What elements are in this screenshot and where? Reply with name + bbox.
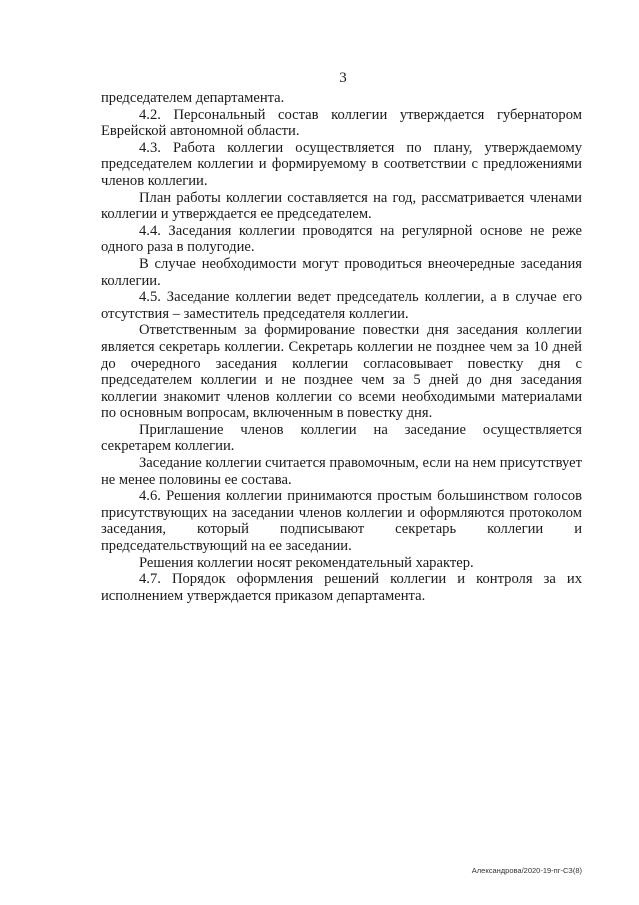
paragraph-work-plan: План работы коллегии составляется на год, рассматривается членами коллегии и утверждается ее председателем. xyxy=(101,189,582,223)
paragraph-invitation: Приглашение членов коллегии на заседание осуществляется секретарем коллегии. xyxy=(101,421,582,455)
paragraph-4-2: 4.2. Персональный состав коллегии утверждается губернатором Еврейской автономной области. xyxy=(101,106,582,140)
footer-document-code: Александрова/2020-19-пг-СЗ(8) xyxy=(471,866,582,875)
paragraph-4-4: 4.4. Заседания коллегии проводятся на регулярной основе не реже одного раза в полугодие. xyxy=(101,222,582,256)
paragraph-quorum: Заседание коллегии считается правомочным, если на нем присутствует не менее половины ее состава. xyxy=(101,455,582,488)
paragraph-4-3: 4.3. Работа коллегии осуществляется по плану, утверждаемому председателем коллегии и формируемому в соответствии с предложениями членов коллегии. xyxy=(101,139,582,189)
paragraph-4-6: 4.6. Решения коллегии принимаются простым большинством голосов присутствующих на заседании членов коллегии и оформляются протоколом заседания, который подписывают секретарь коллегии и председательствующий на ее заседании. xyxy=(101,488,582,555)
paragraph-continuation: председателем департамента. xyxy=(101,90,285,106)
page-number: 3 xyxy=(339,70,347,86)
paragraph-agenda: Ответственным за формирование повестки дня заседания коллегии является секретарь коллегии. Секретарь коллегии не позднее чем за 10 дней до очередного заседания коллегии согласовывает повестку дня с председателем коллегии и не позднее чем за 5 дней до дня заседания коллегии знакомит членов коллегии со всеми необходимыми материалами по основным вопросам, включенным в повестку дня. xyxy=(101,322,582,422)
paragraph-4-5: 4.5. Заседание коллегии ведет председатель коллегии, а в случае его отсутствия – заместитель председателя коллегии. xyxy=(101,289,582,322)
document-body xyxy=(101,90,582,604)
paragraph-recommendations: Решения коллегии носят рекомендательный характер. xyxy=(139,554,474,571)
paragraph-extraordinary-meetings: В случае необходимости могут проводиться внеочередные заседания коллегии. xyxy=(101,255,582,289)
paragraph-4-7: 4.7. Порядок оформления решений коллегии и контроля за их исполнением утверждается приказом департамента. xyxy=(101,571,582,604)
